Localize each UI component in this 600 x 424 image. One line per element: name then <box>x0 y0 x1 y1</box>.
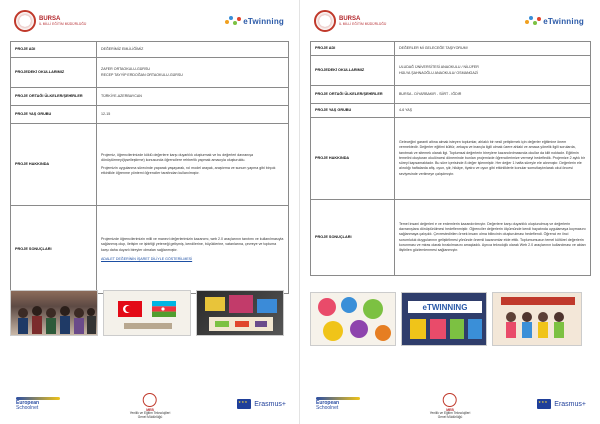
row-label: PROJE ADI <box>11 42 97 58</box>
page-footer <box>10 391 290 419</box>
eu-schoolnet-line2: Schoolnet <box>316 405 339 411</box>
page-header <box>310 8 590 38</box>
bulletin-board-icon <box>402 293 487 346</box>
meb-yegitek-logo <box>430 393 471 420</box>
meb-line1: Yenilik ve Eğitim Teknolojileri <box>429 411 471 415</box>
page-footer <box>310 391 590 419</box>
meb-line1: Yenilik ve Eğitim Teknolojileri <box>129 411 171 415</box>
eu-schoolnet-line1: European <box>16 400 40 406</box>
row-label: PROJE SONUÇLARI <box>11 206 97 294</box>
erasmus-logo <box>237 399 286 409</box>
school-name: ZAFER ORTAOKULU-GÜRSU <box>101 67 150 72</box>
row-label: PROJE SONUÇLARI <box>311 200 395 276</box>
etwinning-logo <box>225 16 284 26</box>
meb-line2: Genel Müdürlüğü <box>437 414 463 419</box>
row-value: 4-6 YAŞ <box>395 104 591 118</box>
erasmus-label: Erasmus+ <box>554 400 586 408</box>
row-label: PROJE YAŞ GRUBU <box>11 106 97 124</box>
row-value: TÜRKİYE-AZERBAYCAN <box>97 88 289 106</box>
row-value: Temel insani değerleri e ve erdemlerin kazandırılmıştır. Değerlere karşı duyarlılık oluşturulmuş ve değerlerin davranışlara dönüştürülmesi hedeflenmiştir. Öğrenciler değerlerin ölçümünde kendi hayatında uygulamaya koymasını sağlanmaya çalışıldı. Çevrestedirilen örnek insanı olma bilincinin oluşturulması hedeflendi. Öğrenci en iinci sorumluluk duygularının geliştirilmesi yönünde önemli kazanımlar elde ettik. Toplumumuzun temel kültürel değerlerin korunması ve miras olarak bırakılmasını amaçladık. Ayrıca teknolojik olarak Web 2.0 araçlarının kullanılması ve aktarı iliştirilen gözlemlenmesi sağlanmıştır. <box>395 200 591 276</box>
table-row <box>311 42 591 56</box>
row-label: PROJE YAŞ GRUBU <box>311 104 395 118</box>
row-value: BURSA - DİYARBAKIR - SİİRT - IĞDIR <box>395 86 591 104</box>
meb-seal-icon <box>143 393 157 407</box>
row-label: PROJE HAKKINDA <box>311 118 395 200</box>
table-row <box>311 56 591 86</box>
table-row <box>311 104 591 118</box>
classroom-photo <box>10 290 98 336</box>
drawings-photo <box>310 292 396 346</box>
row-label: PROJE HAKKINDA <box>11 124 97 206</box>
row-value <box>97 206 289 294</box>
etwinning-board-photo <box>401 292 487 346</box>
european-schoolnet-logo <box>316 397 360 411</box>
paragraph: Projemiz, öğrencilerimizde köklü değerlere karşı duyarlılık oluşturmak ve bu değerleri davranışa dönüştürmeyi(içselleştirme) konusunda öğrencilere rehberlik yapmak amacıyla oluşturuldu. <box>101 153 254 163</box>
table-row <box>311 200 591 276</box>
etwinning-icon <box>525 16 541 26</box>
meb-short: MEB <box>446 408 454 412</box>
row-value <box>395 56 591 86</box>
children-photo <box>492 292 582 346</box>
meb-logo-subtitle: İL MİLLİ EĞİTİM MÜDÜRLÜĞÜ <box>39 21 87 26</box>
children-group-icon <box>493 293 582 346</box>
table-row <box>11 106 289 124</box>
eu-schoolnet-line2: Schoolnet <box>16 405 39 411</box>
row-value <box>97 124 289 206</box>
etwinning-icon <box>225 16 241 26</box>
flags-photo <box>103 290 191 336</box>
row-value: DEĞERİMİZ EMLİLİĞİMİZ <box>97 42 289 58</box>
row-label: PROJE ADI <box>311 42 395 56</box>
meb-logo-title: BURSA <box>339 15 361 22</box>
row-value <box>97 58 289 88</box>
table-row <box>11 88 289 106</box>
table-row <box>11 124 289 206</box>
photo-strip <box>310 292 582 346</box>
row-label: PROJE ORTAĞI ÜLKELER/ŞEHİRLER <box>11 88 97 106</box>
meb-seal-icon <box>314 10 336 32</box>
etwinning-label: eTwinning <box>243 16 284 26</box>
meb-logo <box>314 10 386 32</box>
page-header <box>10 8 290 38</box>
project-info-table <box>310 41 591 276</box>
european-schoolnet-logo <box>16 397 60 411</box>
flags-icon <box>104 291 191 336</box>
table-row <box>311 118 591 200</box>
school-name: ULUDAĞ ÜNİVERSİTESİ ANAOKULU / NİLÜFER <box>399 65 479 70</box>
poster-photo <box>196 290 284 336</box>
row-label: PROJEDEKİ OKULLARIMIZ <box>11 58 97 88</box>
page-gutter <box>299 0 300 424</box>
svg-text:eTWINNING: eTWINNING <box>422 303 468 312</box>
table-row <box>11 58 289 88</box>
students-group-icon <box>11 291 98 336</box>
row-label: PROJEDEKİ OKULLARIMIZ <box>311 56 395 86</box>
row-label: PROJE ORTAĞI ÜLKELER/ŞEHİRLER <box>311 86 395 104</box>
school-name: RECEP TAYYİP ERDOĞAN ORTAOKULU-GÜRSU <box>101 72 183 77</box>
meb-yegitek-logo <box>130 393 171 420</box>
eu-schoolnet-line1: European <box>316 400 340 406</box>
row-value: DEĞERLER Mİ GELECEĞE TAŞIYORUM! <box>395 42 591 56</box>
school-name: HÜLYA ŞAHNAOĞLU ANAOKULU/ OSMANGAZİ <box>399 70 478 75</box>
photo-strip <box>10 290 284 336</box>
meb-seal-icon <box>14 10 36 32</box>
erasmus-label: Erasmus+ <box>254 400 286 408</box>
row-value: Geleceğini garanti altına almak isteyen toplumlar, ahlaklı bir nesil yetiştirmek için değerler eğitimine önem vermektedir. Değerler eğitimi kültür, zekaya ve inançla ilgili olmak üzere ahlaki ve amaca yönelik ilgili sorularda, tanıtmak ve sitemek olarak ilgi. Toplumsal değerlerin bireylere kazandırılmasında okullar da kilit noktadır. Eğitimin temelini oluşturan okulöncesi döneminde bunları projemizde öğrencilerimize vermeyi hedefledik. Projemize 2 aylık bir süreyi kapsamaktadır. Bu süre içerisinde 8 değer işlenmiştir. Her değer 1 hafta süreyle ele alınmıştır. Değerlerin ele alındığı haftalarda afiş, oyun, şiir, hikâye, tiyatro ve oyun gibi etkinliklerle konular somutlaştırılarak okul öncesi seviyesinde verilmeye çalışılmıştır. <box>395 118 591 200</box>
erasmus-logo <box>537 399 586 409</box>
children-drawings-icon <box>311 293 396 346</box>
table-row <box>11 206 289 294</box>
meb-logo-title: BURSA <box>39 15 61 22</box>
table-row <box>311 86 591 104</box>
meb-line2: Genel Müdürlüğü <box>137 414 163 419</box>
meb-seal-icon <box>443 393 457 407</box>
table-row <box>11 42 289 58</box>
etwinning-label: eTwinning <box>543 16 584 26</box>
right-page <box>304 0 596 424</box>
video-link[interactable]: ADALET DEĞERİNİN İŞARET DİLİYLE GÖSTERİLMESİ <box>101 256 193 261</box>
row-value: 12-15 <box>97 106 289 124</box>
meb-logo-subtitle: İL MİLLİ EĞİTİM MÜDÜRLÜĞÜ <box>339 21 387 26</box>
left-page <box>4 0 296 424</box>
etwinning-logo <box>525 16 584 26</box>
meb-short: MEB <box>146 408 154 412</box>
paragraph: Projemizde öğrencilerimizin milli ve manevi değerlerimizin kazanımı, web 2.0 araçlarının tanıtımı ve kullanılmasıyla sağlanmış olup, iletişim ve işbirliği yeteneği gelişmiş, kendilerine, büyüklerine, vatanlarına, çevreye ve topluma karşı daha duyarlı bireyler olmaları sağlanmıştır. <box>101 237 284 252</box>
poster-collage-icon <box>197 291 284 336</box>
project-info-table <box>10 41 289 294</box>
meb-logo <box>14 10 86 32</box>
paragraph: Projemizin uygulanma sürecinde yaparak yaşayarak, rol model arayak, araştırma ve sunum yapma gibi birçok etkinlikle öğrenme yöntemi öğrenciler tarafından kullanılmıştır. <box>101 165 276 175</box>
eu-flag-icon <box>237 399 251 409</box>
eu-flag-icon <box>537 399 551 409</box>
